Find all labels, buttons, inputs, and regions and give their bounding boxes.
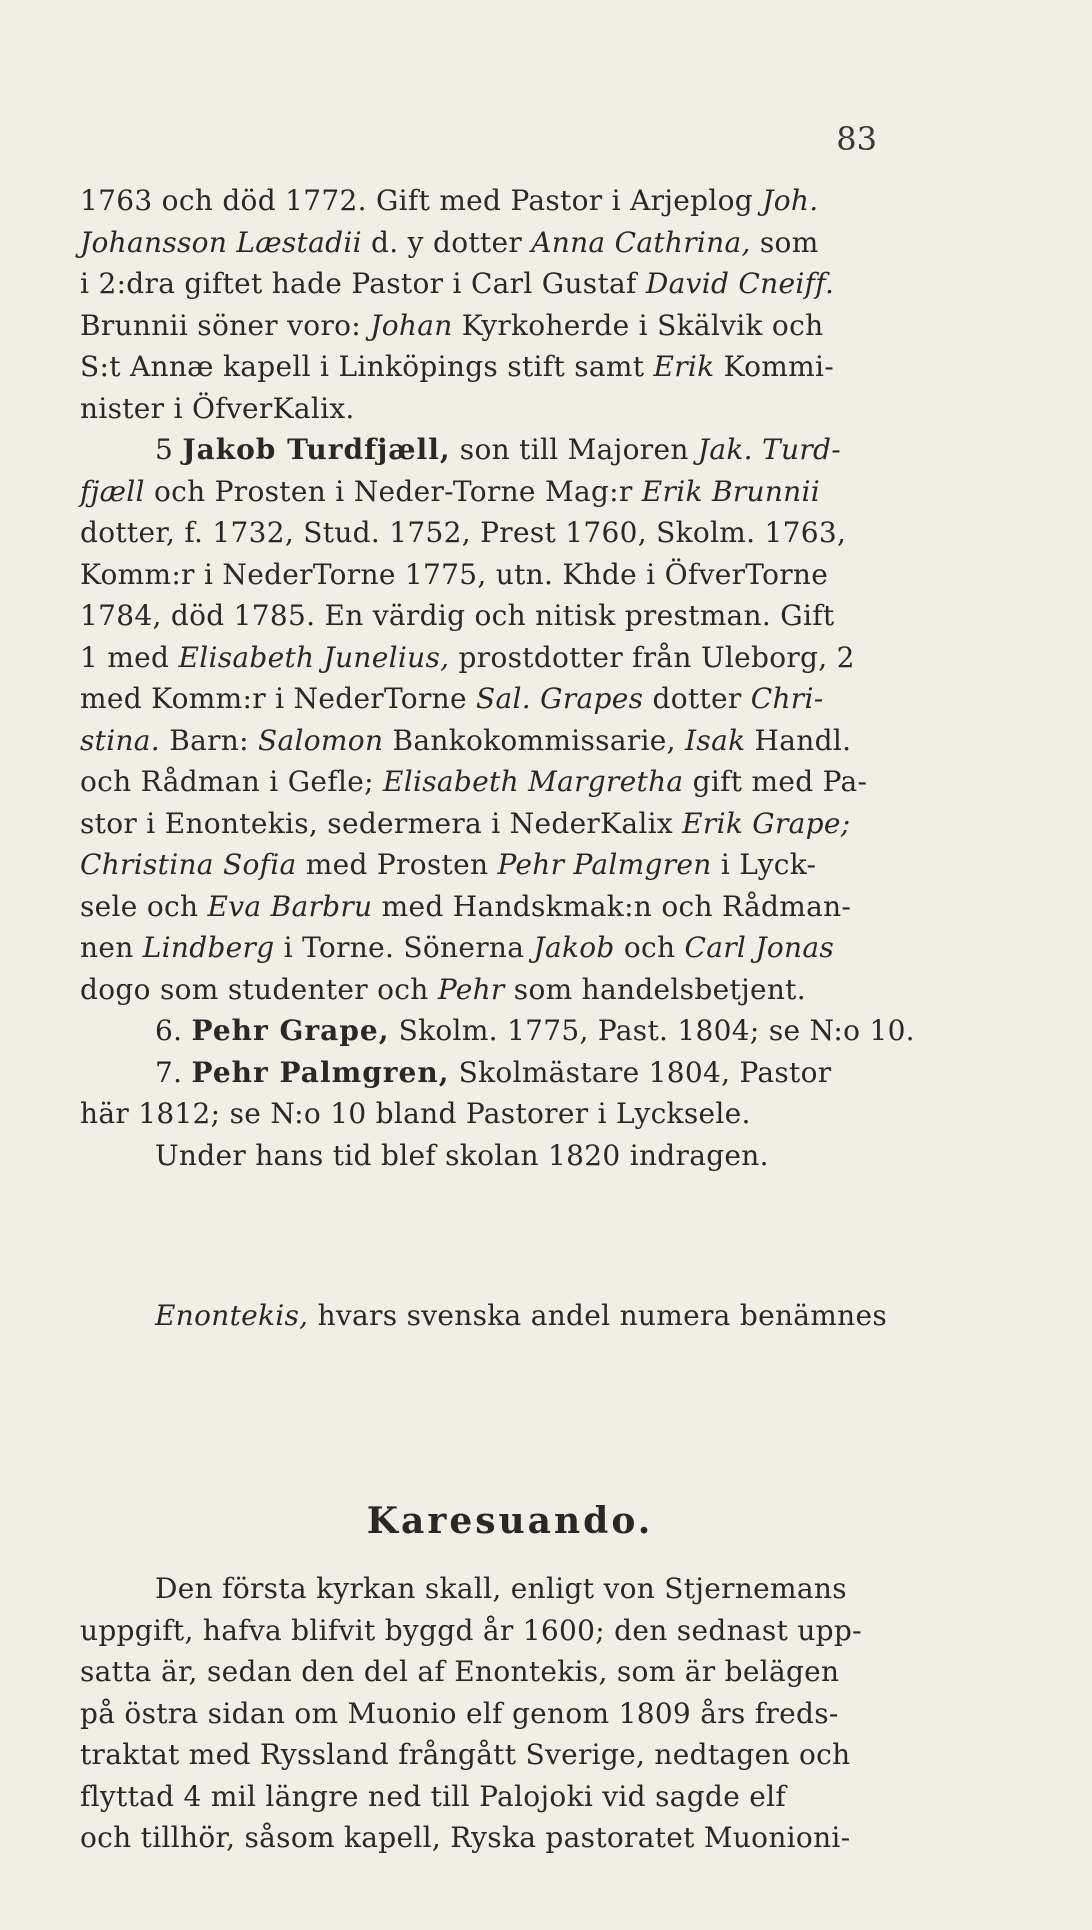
text-line: med Komm:r i NederTorne Sal. Grapes dotter Chri- xyxy=(80,682,824,715)
text-line: uppgift, hafva blifvit byggd år 1600; den sednast upp- xyxy=(80,1613,862,1647)
text-line: här 1812; se N:o 10 bland Pastorer i Lycksele. xyxy=(80,1097,751,1130)
entry-name: Pehr Grape, xyxy=(191,1014,390,1047)
text-line: fjæll och Prosten i Neder-Torne Mag:r Erik Brunnii xyxy=(80,474,821,508)
text-line: Brunnii söner voro: Johan Kyrkoherde i Skälvik och xyxy=(80,308,824,342)
text-line: nister i ÖfverKalix. xyxy=(80,391,355,425)
text-line: 1784, död 1785. En värdig och nitisk prestman. Gift xyxy=(80,599,835,632)
text-line: Den första kyrkan skall, enligt von Stjernemans xyxy=(155,1572,847,1605)
text-line: och tillhör, såsom kapell, Ryska pastoratet Muonioni- xyxy=(80,1821,851,1854)
page-number: 83 xyxy=(836,120,877,158)
text-line: nen Lindberg i Torne. Sönerna Jakob och Carl Jonas xyxy=(80,931,835,964)
text-line: 1 med Elisabeth Junelius, prostdotter från Uleborg, 2 xyxy=(80,640,855,674)
text-line: Under hans tid blef skolan 1820 indragen. xyxy=(155,1138,769,1172)
text-line: flyttad 4 mil längre ned till Palojoki vid sagde elf xyxy=(80,1779,787,1813)
text-line: i 2:dra giftet hade Pastor i Carl Gustaf David Cneiff. xyxy=(80,267,835,300)
section-heading: Karesuando. xyxy=(366,1500,654,1542)
text-line: Christina Sofia med Prosten Pehr Palmgren i Lyck- xyxy=(80,848,817,881)
text-line: Johansson Læstadii d. y dotter Anna Cathrina, som xyxy=(80,225,819,259)
text-line: Komm:r i NederTorne 1775, utn. Khde i ÖfverTorne xyxy=(80,557,829,591)
text-line: på östra sidan om Muonio elf genom 1809 års freds- xyxy=(80,1696,839,1730)
text-line: 1763 och död 1772. Gift med Pastor i Arjeplog Joh. xyxy=(80,184,819,217)
entry-5-line: 5 Jakob Turdfjæll, son till Majoren Jak. Turd- xyxy=(155,433,842,466)
text-line: dogo som studenter och Pehr som handelsbetjent. xyxy=(80,972,806,1006)
text-line: Enontekis, hvars svenska andel numera benämnes xyxy=(155,1299,887,1332)
text-line: sele och Eva Barbru med Handskmak:n och Rådman- xyxy=(80,889,852,923)
entry-name: Jakob Turdfjæll, xyxy=(182,433,451,466)
text-block-bottom xyxy=(80,1568,940,1859)
entry-name: Pehr Palmgren, xyxy=(191,1055,450,1089)
text-line: och Rådman i Gefle; Elisabeth Margretha gift med Pa- xyxy=(80,765,868,798)
section-intro xyxy=(80,1295,940,1337)
entry-6-line: 6. Pehr Grape, Skolm. 1775, Past. 1804; se N:o 10. xyxy=(155,1014,915,1047)
entry-7-line: 7. Pehr Palmgren, Skolmästare 1804, Pastor xyxy=(155,1055,832,1089)
text-line: S:t Annæ kapell i Linköpings stift samt Erik Kommi- xyxy=(80,350,834,383)
text-line: satta är, sedan den del af Enontekis, som är belägen xyxy=(80,1655,840,1688)
text-line: traktat med Ryssland frångått Sverige, nedtagen och xyxy=(80,1738,851,1771)
text-line: stina. Barn: Salomon Bankokommissarie, Isak Handl. xyxy=(80,723,852,757)
text-line: dotter, f. 1732, Stud. 1752, Prest 1760, Skolm. 1763, xyxy=(80,516,847,549)
text-block-top xyxy=(80,180,940,1176)
text-line: stor i Enontekis, sedermera i NederKalix Erik Grape; xyxy=(80,806,851,840)
